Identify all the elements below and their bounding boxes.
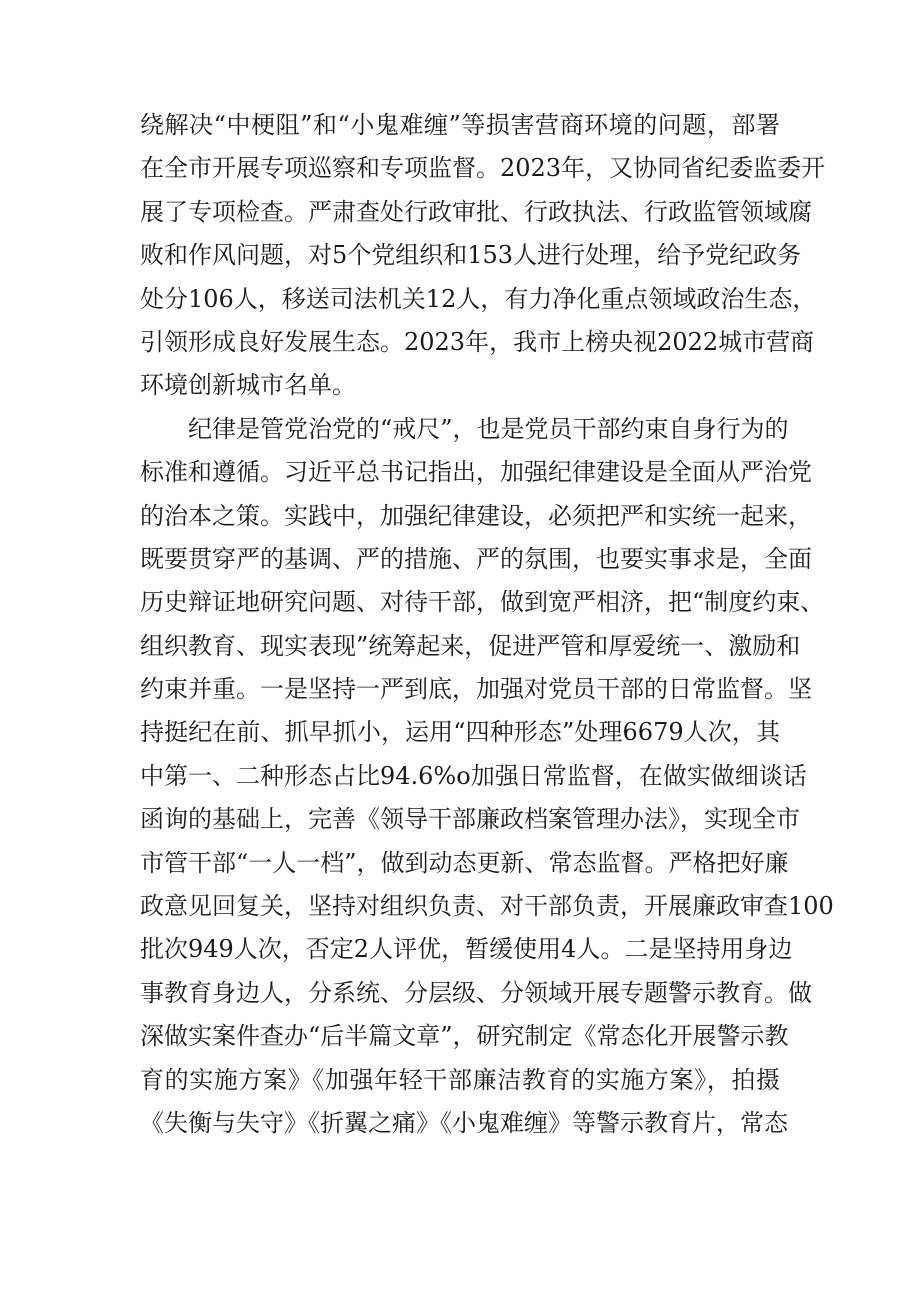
paragraph-2-line-10: 函询的基础上，完善《领导干部廉政档案管理办法》，实现全市 <box>140 805 800 834</box>
paragraph-2-line-4: 既要贯穿严的基调、严的措施、严的氛围，也要实事求是，全面 <box>140 544 812 573</box>
paragraph-1-line-3: 展了专项检查。严肃查处行政审批、行政执法、行政监管领域腐 <box>140 197 812 226</box>
paragraph-2-line-9: 中第一、二种形态占比94.6%o加强日常监督，在做实做细谈话 <box>140 761 807 790</box>
paragraph-2-line-2: 标准和遵循。习近平总书记指出，加强纪律建设是全面从严治党 <box>140 458 812 487</box>
paragraph-2-line-1: 纪律是管党治党的“戒尺”，也是党员干部约束自身行为的 <box>188 414 789 443</box>
paragraph-2-line-11: 市管干部“一人一档”，做到动态更新、常态监督。严格把好廉 <box>140 848 789 877</box>
document-body <box>140 104 834 1145</box>
paragraph-2-line-14: 事教育身边人，分系统、分层级、分领域开展专题警示教育。做 <box>140 978 812 1007</box>
paragraph-1-line-1: 绕解决“中梗阻”和“小鬼难缠”等损害营商环境的问题，部署 <box>140 111 780 139</box>
paragraph-2-line-17: 《失衡与失守》《折翼之痛》《小鬼难缠》等警示教育片，常态 <box>140 1108 788 1137</box>
paragraph-2-line-5: 历史辩证地研究问题、对待干部，做到宽严相济，把“制度约束、 <box>140 588 825 617</box>
paragraph-1-line-6: 引领形成良好发展生态。2023年，我市上榜央视2022城市营商 <box>140 327 815 356</box>
paragraph-2-line-3: 的治本之策。实践中，加强纪律建设，必须把严和实统一起来， <box>140 501 812 530</box>
paragraph-2-line-7: 约束并重。一是坚持一严到底，加强对党员干部的日常监督。坚 <box>140 675 812 704</box>
paragraph-2-line-13: 批次949人次，否定2人评优，暂缓使用4人。二是坚持用身边 <box>140 935 793 964</box>
paragraph-1-line-4: 败和作风问题，对5个党组织和153人进行处理，给予党纪政务 <box>140 241 802 270</box>
paragraph-2-line-12: 政意见回复关，坚持对组织负责、对干部负责，开展廉政审查100 <box>140 892 834 921</box>
paragraph-1-line-7: 环境创新城市名单。 <box>140 371 356 400</box>
paragraph-1-line-2: 在全市开展专项巡察和专项监督。2023年，又协同省纪委监委开 <box>140 154 826 183</box>
paragraph-2-line-15: 深做实案件查办“后半篇文章”，研究制定《常态化开展警示教 <box>140 1022 789 1051</box>
paragraph-2-line-8: 持挺纪在前、抓早抓小，运用“四种形态”处理6679人次，其 <box>140 718 780 747</box>
paragraph-2-line-16: 育的实施方案》《加强年轻干部廉洁教育的实施方案》，拍摄 <box>140 1065 780 1094</box>
paragraph-2-line-6: 组织教育、现实表现”统筹起来，促进严管和厚爱统一、激励和 <box>140 631 801 660</box>
paragraph-1-line-5: 处分106人，移送司法机关12人，有力净化重点领域政治生态， <box>140 284 817 313</box>
